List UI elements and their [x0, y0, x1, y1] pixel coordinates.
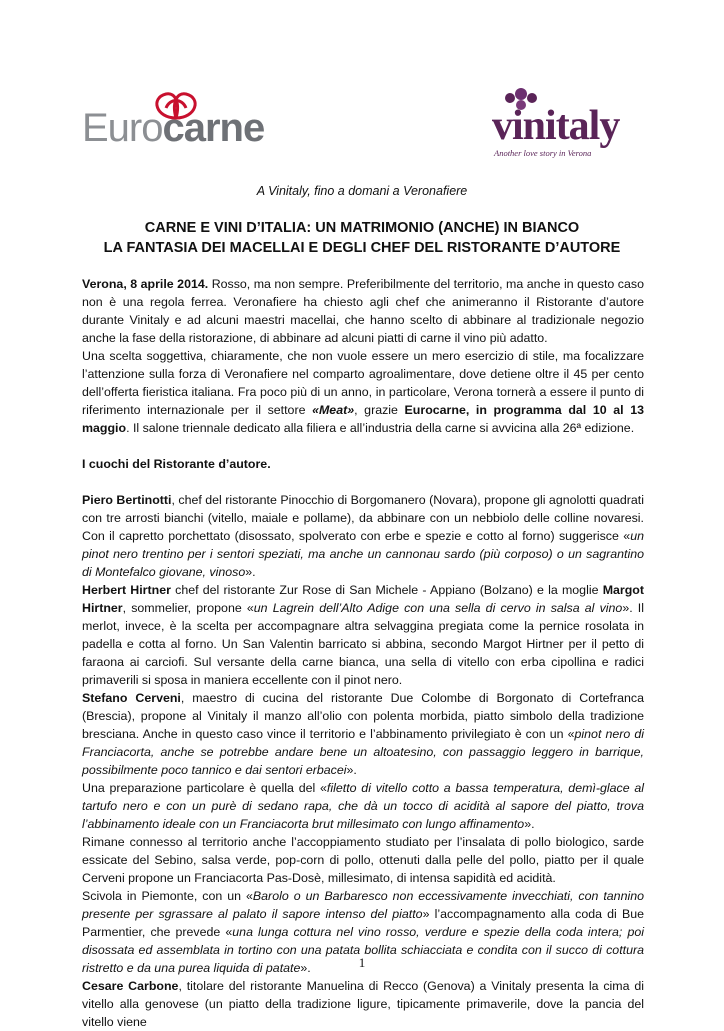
intro2-text-c: . Il salone triennale dedicato alla filiera e all’industria della carne si avvicina alla 26ª edizione.	[126, 421, 635, 435]
chef-carbone	[82, 977, 644, 1031]
chef-text: chef del ristorante Zur Rose di San Michele - Appiano (Bolzano) e la moglie	[170, 583, 603, 597]
eurocarne-logo	[82, 92, 292, 158]
chef-text: , chef del ristorante Pinocchio di Borgomanero (Novara), propone gli agnolotti quadrati con tre arrosti bianchi (vitello, maiale e pollame), da abbinare con un nebbiolo delle colline novaresi. Con il capretto porchettato (disossato, spolverato con erbe e spezie e cotto al forno) suggerisce «	[82, 493, 644, 543]
meat-label: «Meat»	[312, 403, 355, 417]
chef-text-end: ».	[245, 565, 256, 579]
eurocarne-part1: Euro	[82, 106, 163, 150]
chef-text: , maestro di cucina del ristorante Due Colombe di Borgonato di Cortefranca (Brescia), propone al Vinitaly il manzo all’olio con polenta morbida, piatto simbolo della tradizione bresciana. Anche in questo caso vince il territorio e l’abbinamento privilegiato è con un «	[82, 691, 644, 741]
vinitaly-tagline: Another love story in Verona	[494, 148, 592, 158]
cerveni4-quote2: una lunga cottura nel vino rosso, verdure e spezie della coda intera; poi disossata ed assemblata in tortino con una patata bollita schiacciata e condita con il succo di cottura ristretto e da una purea liquida di patate	[82, 925, 644, 975]
cerveni4-quote: Barolo o un Barbaresco non eccessivamente invecchiati, con tannino presente per sgrassare al palato il sapore intenso del piatto	[82, 889, 644, 921]
chef-hirtner	[82, 581, 644, 689]
chef-name: Herbert Hirtner	[82, 583, 171, 597]
chef-text-end: ».	[346, 763, 357, 777]
headline-line2: LA FANTASIA DEI MACELLAI E DEGLI CHEF DEL RISTORANTE D’AUTORE	[103, 240, 621, 256]
eurocarne-wordmark	[82, 106, 264, 151]
eurocarne-part2: carne	[162, 106, 265, 150]
chef-text: , titolare del ristorante Manuelina di Recco (Genova) a Vinitaly presenta la cima di vitello alla genovese (un piatto della tradizione ligure, tipicamente primaverile, dove la pancia del vitello viene	[82, 979, 644, 1029]
article-body	[82, 275, 644, 1031]
cerveni4-text-b: » l’accompagnamento alla coda di Bue Parmentier, che prevede «	[82, 907, 645, 939]
cerveni4-text-c: ».	[300, 961, 311, 975]
chef-name: Cesare Carbone	[82, 979, 179, 993]
cerveni2-text-a: Una preparazione particolare è quella del «	[82, 781, 327, 795]
chef-quote: un pinot nero trentino per i sentori speziati, ma anche un cannonau sardo (più corposo) o un sagrantino di Montefalco giovane, vinoso	[82, 529, 644, 579]
cerveni2-text-b: ».	[524, 817, 535, 831]
cerveni4-text-a: Scivola in Piemonte, con un «	[82, 889, 253, 903]
vinitaly-logo	[488, 86, 638, 162]
headline-line1: CARNE E VINI D’ITALIA: UN MATRIMONIO (ANCHE) IN BIANCO	[144, 220, 580, 236]
cerveni2-quote: filetto di vitello cotto a bassa temperatura, demì-glace al tartufo nero e con un purè di sedano rapa, che dà un tocco di acidità al sapore del piatto, trova l’abbinamento ideale con un Franciacorta brut millesimato con lungo affinamento	[82, 781, 645, 831]
eurocarne-dates: Eurocarne, in programma dal 10 al 13 maggio	[82, 403, 644, 435]
chef-name: Stefano Cerveni	[82, 691, 181, 705]
chef-text-b: , sommelier, propone «	[122, 601, 254, 615]
section-title	[82, 455, 644, 473]
dateline: Verona, 8 aprile 2014.	[82, 277, 209, 291]
vinitaly-wordmark: vinitaly	[492, 103, 620, 149]
intro2-text-b: , grazie	[354, 403, 405, 417]
chef-bertinotti	[82, 491, 644, 581]
page-number: 1	[358, 955, 366, 970]
intro-paragraph-2	[82, 347, 644, 437]
intro-text: Rosso, ma non sempre. Preferibilmente del territorio, ma anche in questo caso non è una regola ferrea. Veronafiere ha chiesto agli chef che animeranno il Ristorante d’autore durante Vinitaly e ad alcuni maestri macellai, che hanno scelto di abbinare al tradizionale negozio anche la fase della ristorazione, di abbinare ad alcuni piatti di carne il vino più adatto.	[82, 277, 644, 345]
chef-text-c: ». Il merlot, invece, è la scelta per accompagnare altra selvaggina pregiata come la pernice rosolata in padella e cotta al forno. Un San Valentin barricato si abbina, secondo Margot Hirtner per il petto di faraona ai carciofi. Sul versante della carne bianca, una sella di vitello con erba cipollina e radici primaverili si sposa in maniera eccellente con il pinot nero.	[82, 601, 644, 687]
intro2-text-a: Una scelta soggettiva, chiaramente, che non vuole essere un mero esercizio di stile, ma focalizzare l’attenzione sulla forza di Veronafiere nel comparto agroalimentare, dove detiene oltre il 45 per cento dell’offerta fieristica italiana. Fra poco più di un anno, in particolare, Verona tornerà a essere il punto di riferimento internazionale per il settore	[82, 349, 644, 417]
chef-name: Piero Bertinotti	[82, 493, 172, 507]
sommelier-name: Margot Hirtner	[82, 583, 644, 615]
cerveni-paragraph-3: Rimane connesso al territorio anche l’accoppiamento studiato per l’insalata di pollo biologico, sarde essicate del Sebino, salsa verde, pop-corn di pollo, ottenuti dalla pelle del pollo, piatto per il quale Cerveni propone un Franciacorta Pas-Dosè, millesimato, di intensa sapidità ed acidità.	[82, 835, 644, 885]
intro-paragraph	[82, 275, 644, 347]
chef-quote: pinot nero di Franciacorta, anche se potrebbe andare bene un altoatesino, con passaggio leggero in barrique, possibilmente poco tannico e dai sentori erbacei	[82, 727, 644, 777]
chef-cerveni	[82, 689, 644, 779]
section-title-text: I cuochi del Ristorante d’autore.	[82, 457, 271, 471]
chef-quote: un Lagrein dell’Alto Adige con una sella di cervo in salsa al vino	[253, 601, 623, 615]
subtitle: A Vinitaly, fino a domani a Veronafiere	[256, 184, 468, 198]
cerveni-paragraph-2	[82, 779, 644, 833]
